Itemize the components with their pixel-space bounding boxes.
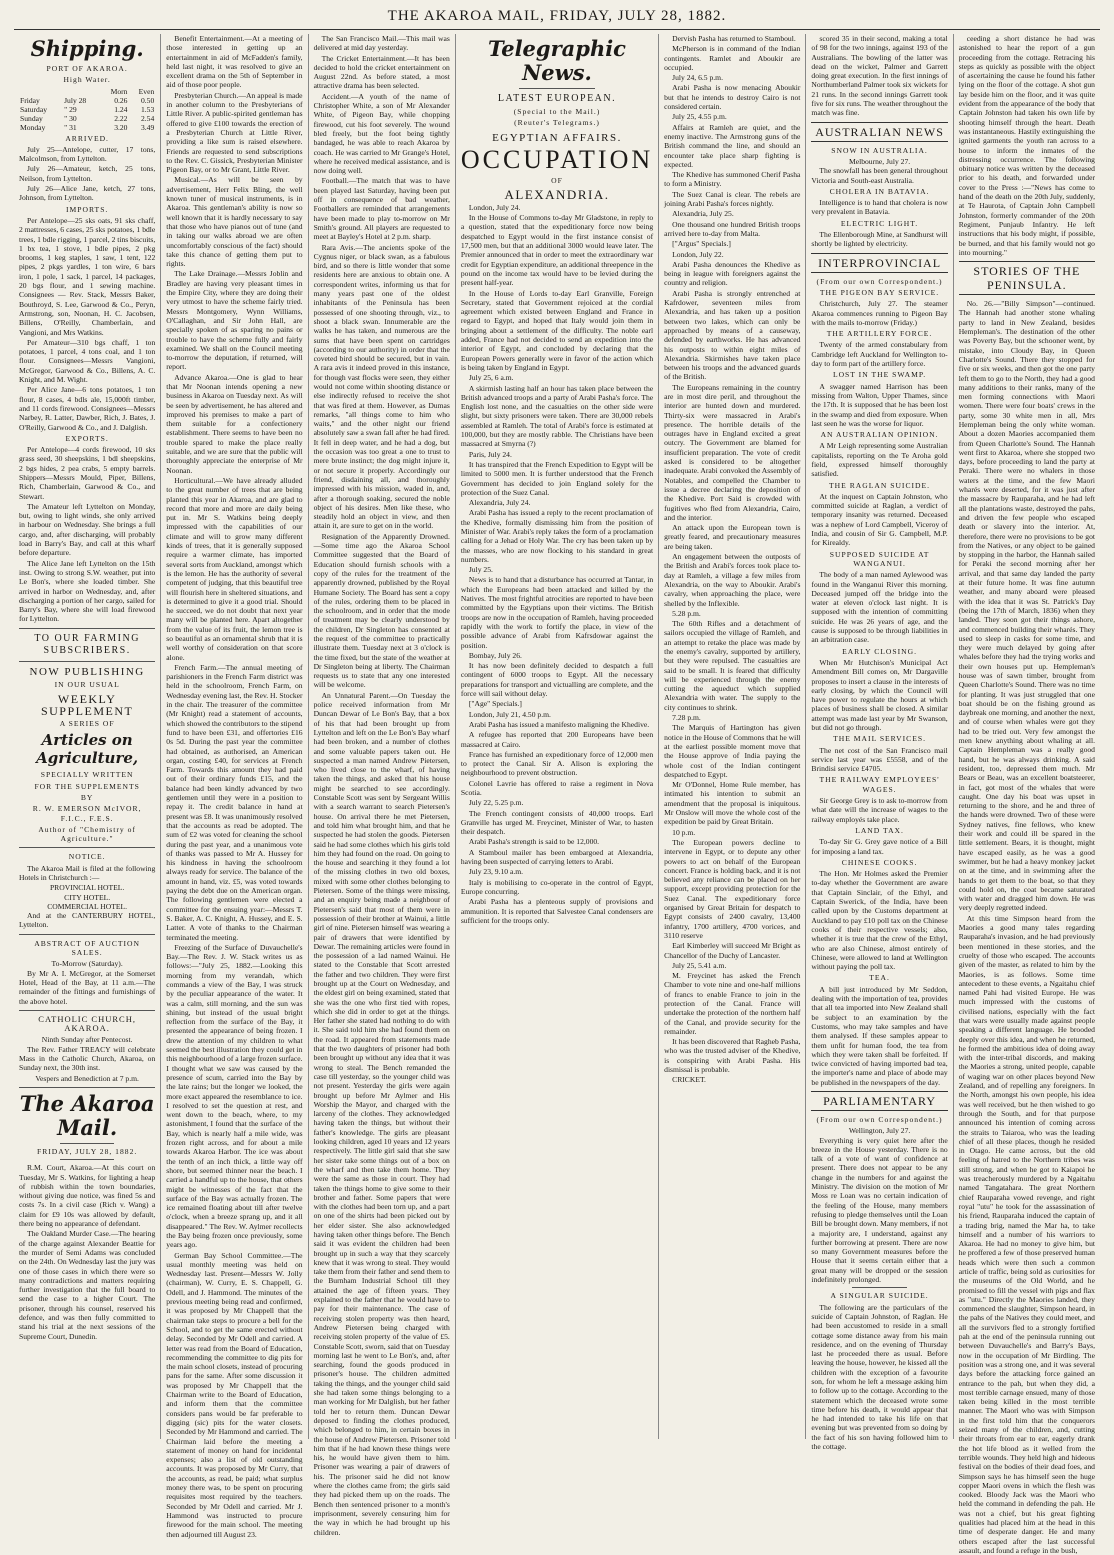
- reuters-line: (Reuter's Telegrams.): [514, 118, 600, 128]
- item-text: The Hon. Mr Holmes asked the Premier to-day whether the Government are aware that Captain Sinclair, of the Ethyl, and Captain Swerick, of the India, have been called upon by the Customs department at Auckland to pay £10 poll tax on the Chinese cooks of their respective vessels; also, whether it is true that the crew of the Ethyl, who are also Chinese, almost entirely of Chinese, were allowed to land at Wellington without paying the poll tax.: [811, 869, 948, 972]
- tide-row: [19, 96, 155, 105]
- news-paragraph: CRICKET.: [672, 1075, 706, 1085]
- paper-title: The Akaroa Mail.: [19, 1090, 155, 1140]
- shipping-title: Shipping.: [30, 36, 144, 61]
- tide-day: Friday: [20, 95, 40, 105]
- item-heading: TEA.: [869, 973, 890, 983]
- news-paragraph: July 22, 5.25 p.m.: [468, 798, 524, 808]
- news-paragraph: The French contingent consists of 40,000 troops. Earl Granville has urged M. Freycinet, Minister of War, to hasten their despatch.: [460, 808, 654, 837]
- news-paragraph: The Cricket Entertainment.—It has been decided to hold the cricket entertainment on August 22nd. As before stated, a most attractive drama has been selected.: [313, 53, 450, 91]
- news-paragraph: July 25, 5.41 a.m.: [672, 960, 727, 970]
- tide-date: " 29: [64, 104, 77, 114]
- interprovincial-heading: INTERPROVINCIAL: [811, 253, 947, 273]
- news-paragraph: In the House of Commons to-day Mr Gladstone, in reply to a question, stated that the expeditionary force now being despatched to Egypt would in the first instance consist of 17,500 men, but that an additional 3000 would leave later. The Premier announced that in order to meet the extraordinary war credit for Egyptian expenditure, an additional threepence in the pound on the income tax would have to be levied during the present half-year.: [460, 213, 654, 288]
- item-text: To-day Sir G. Grey gave notice of a Bill for imposing a land tax.: [811, 837, 948, 856]
- divider: [19, 1087, 155, 1088]
- port-heading: PORT OF AKAROA.: [46, 64, 128, 73]
- now-publishing: NOW PUBLISHING: [29, 665, 145, 678]
- news-paragraph: July 25, 6 a.m.: [468, 373, 514, 383]
- telegraphic-title: Telegraphic News.: [487, 36, 626, 85]
- imports-item: Per Amateur—310 bgs chaff, 1 ton potatoes, 1 parcel, 4 tons coal, and 1 ton flour. Consignees—Messrs Vangioni, McGregor, Garwood & Co., Billens, A. C. Knight, and M. Wight.: [19, 337, 156, 385]
- parliamentary-sub: (From our own Correspondent.): [816, 1114, 943, 1124]
- tide-header-row: [19, 87, 155, 96]
- news-paragraph: July 25.: [468, 565, 493, 575]
- parliamentary-heading: PARLIAMENTARY: [811, 1091, 947, 1111]
- special-line: (Special to the Mail.): [513, 107, 601, 116]
- australian-news-heading: AUSTRALIAN NEWS: [811, 122, 947, 142]
- parliamentary-date: Wellington, July 27.: [848, 1126, 911, 1136]
- divider: [19, 628, 155, 629]
- news-paragraph: German Bay School Committee.—The usual monthly meeting was held on Wednesday last. Present—Messrs W. Jolly (chairman), W. Curry, E. S. Chappell, G. Odell, and J. Hammond. The minutes of the previous meeting being read and confirmed, it was proposed by Mr Chappell that the chairman take steps to procure a bell for the School, and to get the same erected without delay. Seconded by Mr Odell and carried. A letter was read from the Board of Education, recommending the committee to dig pits for the main school closets, instead of procuring pans for the same. After some discussion it was proposed by Mr Chappell that the Chairman write to the Board of Education, and inform them that the committee considers pans would be far preferable to digging (sic) pits for the water closets. Seconded by Mr Hammond and carried. The Chairman laid before the meeting a statement of money on hand for incidental expenses; also a list of old outstanding accounts. It was proposed by Mr Curry, that the accounts, as read, be paid; what surplus money there was, to be spent on procuring requisites most required by the teachers. Seconded by Mr Odell and carried. Mr J. Hammond was instructed to procure firewood for the main school. The meeting then adjourned till August 23.: [166, 1250, 303, 1539]
- author-of: Author of "Chemistry of Agriculture.": [38, 824, 136, 844]
- item-heading: AN AUSTRALIAN OPINION.: [820, 430, 939, 440]
- divider: [852, 1287, 907, 1288]
- item-text: A Mr Leigh representing some Australian capitalists, reporting on the Te Aroha gold field, expressed himself thoroughly satisfied.: [811, 441, 948, 479]
- exports-item: Per Antelope—4 cords firewood, 10 sks grass seed, 30 sheepskins, 1 bdl sheepskins, 2 bgs hides, 2 pea crabs, 5 empty barrels. Shippers—Messrs Mould, Piper, Billens, Rich, Chamberlain, Garwood & Co., and Stewart.: [19, 445, 156, 501]
- church-heading: CATHOLIC CHURCH, AKAROA.: [38, 1013, 136, 1034]
- news-paragraph: London, July 24.: [468, 202, 521, 212]
- news-paragraph: Affairs at Ramleh are quiet, and the enemy inactive. The Armstrong guns of the British command the line, and should an encounter take place sharp fighting is expected.: [664, 122, 801, 169]
- latest-european: LATEST EUROPEAN.: [497, 93, 617, 104]
- news-paragraph: Arabi Pasha has a plenteous supply of provisions and ammunition. It is reported that Salvestee Canal condensers are sufficient for the troops only.: [460, 897, 654, 925]
- news-paragraph: Paris, July 24.: [468, 449, 512, 459]
- news-paragraph: An attack upon the European town is greatly feared, and precautionary measures are being taken.: [664, 523, 801, 551]
- articles-agriculture: Articles on Agriculture,: [36, 731, 139, 768]
- divider: [60, 1159, 115, 1160]
- news-paragraph: Resignation of the Apparently Drowned.—Some time ago the Akaroa School Committee suggested that the Board of Education should furnish schools with a copy of the rules for the treatment of the apparently drowned, published by the Royal Humane Society. The Board has sent a copy of the rules, ordering them to be placed in the schoolroom, and in order that the mode of treatment may be clearly understood by the children, Dr Singleton has consented at the request of the committee to practically illustrate them. Tuesday next at 3 o'clock is the time fixed, but the state of the weather at Dr Singleton being at liberty. The Chairman requests us to state that any one interested will be welcome.: [313, 531, 450, 690]
- news-paragraph: Benefit Entertainment.—At a meeting of those interested in getting up an entertainment in aid of McFadden's family, held last night, it was resolved to give an excellent drama on the 5th of September in aid of those poor people.: [166, 34, 303, 90]
- masthead: THE AKAROA MAIL, FRIDAY, JULY 28, 1882.: [14, 8, 1100, 30]
- tide-row: [19, 105, 155, 114]
- column-3: [309, 34, 456, 1537]
- divider: [519, 88, 596, 89]
- item-text: When Mr Hutchison's Municipal Act Amendment Bill comes on, Mr Dargaville proposes to insert a clause in the interests of early closing, by which the Council will have power to regulate the hours at which places of business shall be closed. A similar attempt was made last year by Mr Swanson, but did not go through.: [811, 657, 948, 732]
- news-paragraph: One thousand one hundred British troops arrived here to-day from Malta.: [664, 219, 801, 238]
- specially-written: SPECIALLY WRITTEN: [40, 770, 134, 780]
- tide-day: Monday: [20, 122, 46, 132]
- news-paragraph: July 25, 4.55 p.m.: [672, 112, 727, 122]
- news-paragraph: French Farm.—The annual meeting of parishioners in the French Farm district was held in the schoolroom, French Farm, on Wednesday evening last, the Rev. H. Stocker in the chair. The treasurer of the committee (Mr Knight) read a statement of accounts, which showed the contributors to the stipend fund to have been £31, and offertories £16 0s 5d. During the past year the committee had obtained, as authorised, an American organ, costing £40, for services at French Farm. Towards this amount they had paid out of their ordinary funds £15, and the balance had been kindly advanced by two gentlemen until they were in a position to repay it. The credit balance in hand at present was £8. It was unanimously resolved that the accounts as read be adopted. The sum of £2 was voted for cleaning the school during the past year, and a unanimous vote of thanks was passed to Mr A. Hussey for his kindness in having the schoolroom always ready for service. The balance of the amount in hand, viz. £5, was voted towards paying the debt due on the American organ. The following gentlemen were elected a committee for the ensuing year:—Messrs T. S. Baker, A. C. Knight, A. Hussey, and E. S. Latter. A vote of thanks to the Chairman terminated the meeting.: [166, 662, 303, 942]
- item-dateline: Melbourne, July 27.: [848, 156, 911, 166]
- news-paragraph: It has been discovered that Ragheb Pasha, who was the trusted adviser of the Khedive, is conspiring with Arabi Pasha. His dismissal is probable.: [664, 1037, 801, 1075]
- imports-item: Per Alice Jane—6 tons potatoes, 1 ton flour, 8 cases, 4 bdls ale, 15,000ft timber, and 11 cords firewood. Consignees—Messrs Narbey, R. Latter, Dawber, Rich, J. Bates, J. O'Reilly, Garwood & Co., and J. Dalglish.: [19, 385, 156, 432]
- news-paragraph: Arabi Pasha's strength is said to be 12,000.: [468, 837, 600, 847]
- tide-row: [19, 114, 155, 123]
- item-text: The body of a man named Aylewood was found in the Wanganui River this morning. Deceased jumped off the bridge into the water at eleven o'clock last night. It is supposed with the intention of committing suicide. He was 26 years of age, and the cause is supposed to be through liabilities in an arbitration case.: [811, 570, 948, 645]
- news-paragraph: The Europeans remaining in the country are in most dire peril, and throughout the interior are hunted down and murdered. Thirty-six were massacred in Arabi's presence. The horrible details of the outrages have in England excited a great outcry. The Government are blamed for insufficient preparation. The vote of credit asked is considered to be altogether inadequate. Arabi convoked the Assembly of Notables, and compelled the Chamber to issue a decree declaring the deposition of the Khedive. Port Said is crowded with fugitives who fled from Alexandria, Cairo, and the interior.: [664, 382, 801, 522]
- item-heading: THE RAILWAY EMPLOYEES' WAGES.: [819, 775, 940, 794]
- series-of: A SERIES OF: [59, 719, 115, 729]
- item-text: Twenty of the armed constabulary from Cambridge left Auckland for Wellington to-day to form part of the artillery force.: [811, 340, 948, 369]
- item-heading: ELECTRIC LIGHT.: [840, 218, 919, 228]
- news-paragraph: ["Argus" Specials.]: [672, 239, 731, 249]
- auction-text: By Mr A. I. McGregor, at the Somerset Hotel, Head of the Bay, at 11 a.m.—The remainder of the fittings and furnishings of the above hotel.: [19, 968, 156, 1006]
- news-paragraph: Freezing of the Surface of Duvauchelle's Bay.—The Rev. J. W. Stack writes us as follows:—"July 25, 1882.—Looking this morning from my verandah, which commands a view of the Bay, I was struck by the peculiar appearance of the water. It was a calm, still morning, and the sun was shining, but instead of the usual bright reflection from the surface of the Bay, it presented the appearance of being frozen. I drew the attention of my children to what seemed the best illustration they could get in this neighbourhood of a large frozen surface. I thought what we saw was caused by the presence of scum, carried into the Bay by the late rains; but the longer we looked, the more exact appeared the resemblance to ice. I resolved to set the question at rest, and went down to the beach, where, to my astonishment, I found that the surface of the Bay, which is nearly half a mile wide, was frozen right across, and for about a mile towards Akaroa Harbor. The ice was about the tenth of an inch thick, a little way off shore, but seemed thinner near the beach. I carried a handful up to the house, that others might be witnesses of the fact that the surface of the Bay was actually frozen. The ice remained floating about till after twelve o'clock, when a breeze sprang up, and it all disappeared." The Rev. W. Aylmer recollects the Bay being frozen once previously, some years ago.: [166, 942, 303, 1250]
- news-paragraph: Alexandria, July 25.: [672, 209, 734, 219]
- item-heading: THE RAGLAN SUICIDE.: [829, 480, 931, 490]
- item-heading: THE ARTILLERY FORCE.: [826, 329, 933, 339]
- arrived-heading: ARRIVED.: [65, 133, 109, 143]
- in-usual: IN OUR USUAL: [54, 679, 120, 689]
- news-paragraph: The Marquis of Hartington has given notice in the House of Commons that he will at the earliest possible moment move that the House approve of India paying the whole cost of the Indian contingent despatched to Egypt.: [664, 723, 801, 779]
- arrived-item: July 26—Alice Jane, ketch, 27 tons, Johnson, from Lyttelton.: [19, 184, 156, 203]
- auction-sub: To-Morrow (Saturday).: [51, 959, 123, 969]
- tide-row: [19, 123, 155, 132]
- news-paragraph: McPherson is in command of the Indian contingents. Ramlet and Aboukir are occupied.: [664, 44, 801, 72]
- news-paragraph: Arabi Pasha has issued a reply to the recent proclamation of the Khedive, formally dismissing him from the position of Minister of War. Arabi's reply takes the form of a proclamation calling for a Jehad or Holy War. The cry has been taken up by the masses, who are now flocking to his standard in great numbers.: [460, 508, 654, 564]
- tide-header: [63, 87, 100, 96]
- news-paragraph: The Khedive has summoned Cherif Pasha to form a Ministry.: [664, 170, 801, 189]
- news-paragraph: Italy is mobilising to co-operate in the control of Egypt, Europe concurring.: [460, 877, 654, 896]
- tide-even: 2.54: [140, 113, 155, 123]
- divider: [19, 661, 155, 662]
- news-paragraph: It has now been definitely decided to despatch a full contingent of 6000 troops to Egypt. All the necessary preparations for transport and victualling are complete, and the force will sail without delay.: [460, 661, 654, 699]
- item-heading: THE MAIL SERVICES.: [833, 734, 926, 744]
- news-paragraph: The 60th Rifles and a detachment of sailors occupied the village of Ramleh, and an attempt to retake the place was made by the enemy's cavalry, supported by artillery, but they were repulsed. The casualties are said to be small. It is feared that difficulty will be experienced through the enemy cutting the aqueduct which supplied Alexandria with water. The supply to the city continues to shrink.: [664, 619, 801, 712]
- news-paragraph: The San Francisco Mail.—This mail was delivered at mid day yesterday.: [313, 34, 450, 53]
- news-paragraph: London, July 21, 4.50 p.m.: [468, 709, 551, 719]
- for-supplements: FOR THE SUPPLEMENTS: [34, 781, 140, 791]
- church-priest: The Rev. Father TREACY will celebrate Mass in the Catholic Church, Akaroa, on Sunday next, the 30th inst.: [19, 1044, 156, 1073]
- exports-heading: EXPORTS.: [65, 433, 109, 443]
- story-paragraph: No. 26.—"Billy Simpson"—continued. The Hannah had another stone whaling party to land in New Zealand, besides Hempleman's. The destination of the other was Poverty Bay, but the schooner went, by mistake, into Cloudy Bay, in Queen Charlotte's Sound. There they stopped for five or six weeks, and then got the one party left them to go to the North, they had a good many additions to their ranks, many of the men forming connections with Maori women. There were four boats' crews in the party, some 30 white men in all, Mrs Hempleman being the only white woman. About a dozen Maories accompanied them from Queen Charlotte's Sound. The Hannah went first to Akaroa, where she stopped two days, before proceeding to land the party at Peraki. There were no whalers in those waters at the time, and the few Maori wharés were deserted, for it was just after the massacre by Rauparaha, and he had left all the plantations waste, destroyed the pahs, and driven the few people who escaped death or slavery into the interior. At, therefore, there were no provisions to be got from the Natives, or any object to be gained by stopping in the harbor, the Hannah sailed for Peraki the second morning after her arrival, and that same day landed the party at their future home. It was fine autumn weather, and many aboard were pleased with the idea that it was St. Patrick's Day (being the 17th of March, 1836) when they landed. They soon got their things ashore, and commenced building their wharés. They used to sleep in casks for some time, and they were much delayed by going after whales before they had the trying works and their own houses put up. Hempleman's house was of sawn timber, brought from Queen Charlotte's Sound. There was no time for planting. It was just struggled that one boat should be on the fishing ground as daybreak one morning, and another the next, and of course when whales were got they had to be tried out. Very few amongst the men knew anything about whaling at all. Captain Hempleman was a really good hand, but he was always drinking. A said resident, too, depressed them much. Mr Bears or Beau, was an excellent boatsteerer, in fact, got most of the whales that were caught. One day his boat was upset in returning to the shore, and he and three of the hands were drowned. Two of these were Sydney natives, fine fellows, who knew their work and could ill be spared in the little settlement. Bears, it is thought, might have escaped easily, as he was a good swimmer, but he had a heavy monkey jacket on at the time, and in swimming after the hands to get them to the boat, so that they could hold on, the coat became saturated with water and dragged him down. He was very deeply regretted indeed.: [958, 299, 1095, 913]
- item-heading: THE PIGEON BAY SERVICE.: [819, 287, 940, 297]
- news-paragraph: Dervish Pasha has returned to Stamboul.: [672, 34, 796, 43]
- item-text: At the inquest on Captain Johnston, who committed suicide at Raglan, a verdict of temporary insanity was returned. Deceased was a nephew of Lord Campbell, Viceroy of India, and cousin of Sir G. Campbell, M.P. for Kirealdy.: [811, 491, 948, 548]
- tide-even: 3.49: [140, 122, 155, 132]
- tide-date: July 28: [64, 95, 87, 105]
- news-paragraph: News is to hand that a disturbance has occurred at Tantar, in which the Europeans had been attacked and killed by the Natives. The most frightful atrocities are reported to have been committed by the Egyptians upon their victims. The British troops are now in the occupation of Ramleh, having proceeded rapidly with the work to fortify the place, in view of the possible advance of Arabi from Kafrsdowar against the position.: [460, 575, 654, 650]
- news-paragraph: 10 p.m.: [672, 827, 696, 837]
- news-paragraph: July 23, 9.10 a.m.: [468, 867, 524, 877]
- church-vespers: Vespers and Benediction at 7 p.m.: [35, 1073, 139, 1083]
- news-paragraph: Earl Kimberley will succeed Mr Bright as Chancellor of the Duchy of Lancaster.: [664, 941, 801, 960]
- news-paragraph: The Suez Canal is clear. The rebels are joining Arabi Pasha's forces nightly.: [664, 189, 801, 209]
- tide-day: Saturday: [20, 104, 47, 114]
- auction-heading: ABSTRACT OF AUCTION SALES.: [34, 938, 141, 958]
- news-paragraph: Football.—The match that was to have been played last Saturday, having been put off in consequence of bad weather, Footballers are reminded that arrangements have been made to play to-morrow on Mr Smith's ground. All players are requested to meet at Bayley's Hotel at 2 p.m. sharp.: [313, 176, 450, 242]
- story-paragraph: At this time Simpson heard from the Maories a good many tales regarding Rauparaha's invasion, and he had previously been mentioned in these stories, and the cruelty of those who escaped. The accounts given of the master, as related to him by the Maories, is as follows. Some time antecedent to these events, a Ngaitahu chief named Pahi had visited Europe. He was much impressed with the customs of civilised nations, especially with the fact that wars were usually made against people speaking a different language. He brooded deeply over this idea, and when he returned, he formed the ambitious idea of doing away with the inter-tribal discords, and making the Maories a strong, united people, capable of waging war on other places beyond New Zealand, and of repelling any foreigners. In the North, amongst his own people, his idea was well received, but he then wished to go through the South, and for that purpose announced his intention of coming across the straits to Taiaroa, who was the leading chief of all these places, though he resided in Otago. He came across, but the old feeling of hatred to the Northern tribes was still strong, and when he got to Kaiapoi he was treacherously murdered by a Ngaitahu named Tangatahara. The great Northern chief Rauparaha vowed revenge, and right royal "utu" he took for the assassination of his friend, Rauparaha induced the captain of a trading brig, named the Mar ha, to take himself and a number of his warriors to Akaroa. He had no money to give him, but he proffered a few of those preserved human heads which were then such a common article of traffic, being sold as curiosities for the museums of the Old World, and he promised to fill the vessel with pigs and flax as "utu." Directly the Maories landed, they commenced the slaughter, Simpson heard, in the pahs of the Natives they could meet, and all the survivors fled to a strongly fortified pah at the end of the peninsula running out between Duvauchelle's and Barry's Bays, now in the occupation of Mr Birdling. The position was a strong one, and it was several days before the attacking force gained an entrance to the pah, but when they did, a most terrible carnage ensued, many of those taken being killed in the most terrible manner. The Maori who was with Simpson in the first told him that the conquerors seized many of the children, and, cutting their throats from ear to ear, eagerly drank the hot life blood as it welled from the terrible wounds. They held high and hideous festival on the bodies of their dead foes, and Simpson says he has himself seen the huge copper Maori ovens in which the flesh was cooked. Bloody Jack was the Maori who held the command in defending the pah. He was not a chief, but his great fighting qualities had placed him at the head in this time of desperate danger. He and many others escaped after the last successful assault, and found a refuge in the bush,: [958, 913, 1095, 1555]
- occupation-heading: OCCUPATION: [460, 144, 654, 174]
- arrived-item: July 26—Amateur, ketch, 25 tons, Neilson, from Lyttelton.: [19, 164, 156, 183]
- news-paragraph: ["Age" Specials.]: [468, 699, 522, 709]
- news-paragraph: Advance Akaroa.—One is glad to hear that Mr Noonan intends opening a new business in Akaroa on Tuesday next. As will be seen by advertisement, he has altered and improved his premises to make a part of them suitable for a confectionery establishment. There seems to have been no trouble spared to make the place really suitable, and we are sure that the public will thoroughly appreciate the enterprise of Mr Noonan.: [166, 372, 303, 475]
- of-line: OF: [551, 175, 563, 185]
- tide-morn: 2.22: [114, 113, 128, 123]
- news-paragraph: An engagement between the outposts of the British and Arabi's forces took place to-day at Ramleh, a village a few miles from Alexandria, on the way to Aboukir. Arabi's cavalry, when approaching the place, were shelled by the Inflexible.: [664, 552, 801, 608]
- news-paragraph: July 24, 6.5 p.m.: [672, 73, 723, 83]
- column-6: [806, 34, 953, 1452]
- exports-item: The Alice Jane left Lyttelton on the 15th inst. Owing to strong S.W. weather, put into Le Bon's, where she loaded timber. She arrived in harbor on Wednesday, and, after discharging a portion of her cargo, sailed for Barry's Bay, where she will load firewood for Lyttelton.: [19, 558, 156, 624]
- news-paragraph: A Stamboul mailer has been embargoed at Alexandria, having been suspected of carrying letters to Arabi.: [460, 847, 654, 867]
- item-heading: EARLY CLOSING.: [842, 646, 918, 656]
- item-text: A swagger named Harrison has been missing from Walton, Upper Thames, since the 17th. It is supposed that he has been lost in the swamp and died from exposure. When last seen he was the worse for liquor.: [811, 381, 948, 428]
- farming-title: TO OUR FARMING SUBSCRIBERS.: [34, 632, 140, 656]
- news-paragraph: In the House of Lords to-day Earl Granville, Foreign Secretary, stated that Government rejoiced at the cordial agreement which existed between England and France in regard to Egypt, and hoped that Italy would join them in bringing about a settlement of the difficulty. The noble earl added, France had not decided to send an expedition into the interior of Egypt, and concluded by declaring that the European Powers generally were in favor of the action which is being taken by England in Egypt.: [460, 288, 654, 372]
- news-paragraph: Accident.—A youth of the name of Christopher White, a son of Mr Alexander White, of Pigeon Bay, while chopping firewood, cut his foot severely. The wound bled freely, but the foot being tightly bandaged, he was able to reach Akaroa by coach. He was carried to Mr Grange's Hotel, where he received medical assistance, and is now doing well.: [313, 91, 450, 176]
- tide-header: [19, 87, 63, 96]
- news-paragraph: An Unnatural Parent.—On Tuesday the police received information from Mr Duncan Dewar of Le Bon's Bay, that a box of his that had been brought up from Lyttelton and left on the Le Bon's Bay wharf had been broken, and a number of clothes and some valuable papers taken out. He suspected a man named Andrew Pietersen, who lived close to the wharf, of having taken the things, and asked that his house might be searched to see accordingly. Constable Scott was sent by Sergeant Willis with a search warrant to search Pietersen's house. On arrival there he met Pietersen, and told him what brought him, and that he suspected he had stolen the goods. Pietersen said he had some clothes which his girls told him they had found on the road. On going to the house and searching it they found a lot of the missing clothes in two old boxes, mixed with some other clothes belonging to Pietersen. Some of the things were missing, and an enquiry being made a neighbour of Pietersen's said that most of them were in possession of their brother at Wainui, a little girl of nine. Pietersen himself was wearing a pair of drawers that were identified by Dewar. The remaining articles were found in the possession of a lad named Wainui. He stated to the Constable that Scott arrested the father and two children. They were first brought up at the Court on Wednesday, and the eldest girl on being examined, stated that she was the one who first tied with ropes, which she did in order to get at the things. Her father she stated had nothing to do with it. She said told him she had found them on the road. It appeared from statements made that the two daughters of prisoner had both been brought up without any idea that it was wrong to steal. The Bench remanded the case till yesterday, so the younger child was not present. Yesterday the girls were again brought up before Mr Aylmer and His Worship the Mayor, and charged with the larceny of the clothes. They acknowledged having taken the things, but without their father's knowledge. The girls are pleasant looking children, aged 10 years and 12 years respectively. The little girl said that she saw her sister take some things out of a box on the wharf and then take them home. They were the same as those in court. They had taken the things home to give some to their brother and father. Some papers that were with the clothes had been torn up, and a part on one of the shirts had been picked out by her elder sister. She also acknowledged having taken other things before. The Bench said it was evident the children had been brought up in such a way that they scarcely knew that it was wrong to steal. They would take them from their father and send them to the Burnham Industrial School till they attained the age of fifteen years. They explained to the father that he would have to pay for their maintenance. The case of receiving stolen property was then heard, Andrew Pietersen being charged with receiving stolen property of the value of £5. Constable Scott, sworn, said that on Tuesday morning last he went to Le Bon's, and, after searching, found the goods produced in prisoner's house. The children admitted taking the things, and the younger child said she had taken some things belonging to a man working for Mr Dalglish, but her father told her to return them. Duncan Dewar deposed to finding the clothes produced, which belonged to him, in certain boxes in the house of Andrew Pietersen. Prisoner told him that if he had known these things were his, he would have given them to him. Prisoner was wearing a pair of drawers of his. The prisoner said he did not know where the clothes came from; the girls said they had picked them up on the roads. The Bench then sentenced prisoner to a month's imprisonment, severely censuring him for the way in which he had brought up his children.: [313, 690, 450, 1537]
- hotel-line: COMMERCIAL HOTEL.: [47, 901, 128, 911]
- news-paragraph: Horticultural.—We have already alluded to the great number of trees that are being planted this year in Akaroa, and are glad to record that more and more are daily being put in. Mr S. Watkins being deeply impressed with the capabilities of our climate and will to grow many different kinds of trees, that it is generally supposed require a warmer climate, has imported several sorts from Auckland, amongst which is the lemon. He has the authority of several competent of judging, that this beautiful tree will flourish here in sheltered situations, and is determined to give it a good trial. Should he succeed, we do not doubt that next year many will be planted here. Apart altogether from the value of its fruit, the lemon tree is so beautiful as an ornamental shrub that it is well worthy of consideration on that score alone.: [166, 475, 303, 662]
- tide-even: 1.53: [140, 104, 155, 114]
- divider: [19, 934, 155, 935]
- column-7: [954, 34, 1100, 1555]
- news-paragraph: France has furnished an expeditionary force of 12,000 men to protect the Canal. Sir A. Alison is exploring the neighbourhood to prevent obstruction.: [460, 749, 654, 778]
- news-paragraph: London, July 22.: [672, 249, 724, 259]
- news-paragraph: The Oakland Murder Case.—The hearing of the charge against Alexander Beattie for the murder of Semi Adams was concluded on the 24th. On Wednesday last the jury was one of those cases in which there were so many contradictions and matters requiring further investigation that the full board to send the case to a higher Court. The prisoner, through his counsel, reserved his defence, and was then fully committed to stand his trial at the next sessions of the Supreme Court, Dunedin.: [19, 1229, 156, 1341]
- tide-header: Morn: [110, 86, 128, 96]
- news-paragraph: R.M. Court, Akaroa.—At this court on Tuesday, Mr S. Watkins, for lighting a heap of rubbish within the town boundaries, without giving due notice, was fined 5s and costs 7s. In a civil case (Rich v. Wang) a claim for £9 10s was allowed by default, there being no appearance of defendant.: [19, 1163, 156, 1229]
- news-paragraph: Arabi Pasha is now menacing Aboukir but that he intends to destroy Cairo is not considered certain.: [664, 83, 801, 112]
- hotel-line: PROVINCIAL HOTEL.: [49, 883, 125, 893]
- news-paragraph: Arabi Pasha denounces the Khedive as being in league with foreigners against the country and religion.: [664, 259, 801, 288]
- item-text: The snowfall has been general throughout Victoria and South-east Australia.: [811, 166, 948, 185]
- news-paragraph: Bombay, July 26.: [468, 650, 522, 660]
- tide-even: 0.50: [140, 95, 155, 105]
- divider: [19, 1010, 155, 1011]
- high-water-heading: High Water.: [63, 75, 111, 85]
- alexandria-heading: ALEXANDRIA.: [504, 186, 610, 202]
- item-heading: CHINESE COOKS.: [841, 857, 918, 867]
- notice-text: The Akaroa Mail is filed at the following Hotels in Christchurch :—: [19, 863, 156, 882]
- item-heading: SUPPOSED SUICIDE AT WANGANUI.: [829, 549, 930, 568]
- stories-heading: STORIES OF THE PENINSULA.: [959, 261, 1095, 295]
- item-text: Sir George Grey is to ask to-morrow from what date will the increase of wages to the railway employés take place.: [811, 796, 948, 824]
- notice-heading: NOTICE.: [68, 852, 106, 862]
- news-paragraph: Presbyterian Church.—An appeal is made in another column to the Presbyterians of Little River. A public-spirited gentleman has offered to give £100 towards the erection of a Presbyterian Church at Little River, providing a like sum is raised elsewhere. Friends are requested to send subscriptions to the Rev. C. Gissick, Presbyterian Minister Pigeon Bay, or to Mr Grant, Little River.: [166, 90, 303, 175]
- author-name: R. W. EMERSON McIVOR, F.I.C., F.E.S.: [32, 804, 142, 823]
- divider: [60, 1143, 115, 1144]
- tide-header: Even: [138, 86, 155, 96]
- news-paragraph: ceeding a short distance he had was astonished to hear the report of a gun proceeding from the cottage. Retracing his steps as quickly as possible with the object of ascertaining the cause he found his father lying on the floor of the cottage. A shot gun lay beside him on the floor, and it was quite evident from the appearance of the body that Captain Johnston had taken his own life by shooting himself through the heart. Death was instantaneous. Hastily extinguishing the ignited garments the youth ran across to a house to inform the inmates of the distressing occurrence. The following obituary notice was written by the deceased prior to his death, and forwarded under cover to the Press :—"News has come to hand of the death on the 20th July, suddenly, at Te Haurota, of Captain John Campbell Johnston, formerly commander of the 20th Regiment, Punjaub Infantry. He left instructions that his body might, if possible, be burned, and that his family would not go into mourning.": [958, 34, 1095, 257]
- hotel-line: CITY HOTEL.: [64, 892, 111, 902]
- exports-item: The Amateur left Lyttelton on Monday, but, owing to light winds, she only arrived in harbour on Wednesday. She brings a full cargo, and, after discharging, will probably load in Barry's Bay, and call at this wharf before departure.: [19, 501, 156, 558]
- interprovincial-sub: (From our own Correspondent.): [816, 276, 943, 286]
- news-paragraph: 5.28 p.m.: [672, 608, 701, 618]
- news-paragraph: A refugee has reported that 200 Europeans have been massacred at Cairo.: [460, 730, 654, 749]
- tide-day: Sunday: [20, 113, 43, 123]
- item-text: A bill just introduced by Mr Seddon, dealing with the importation of tea, provides that all tea imported into New Zealand shall be subject to an examination by the Customs, who may take samples and have them analysed. If these samples appear to them unfit for human food, the tea from which they were taken shall be forfeited. If twice convicted of having imported bad tea, the importer's name and place of abode may be published in the newspapers of the day.: [811, 984, 948, 1087]
- hotel-and: And at the CANTERBURY HOTEL, Lyttelton.: [19, 911, 156, 930]
- by-line: BY: [80, 792, 94, 802]
- imports-item: Per Antelope—25 sks oats, 91 sks chaff, 2 mattresses, 6 cases, 25 sks potatoes, 1 bdle trees, 1 bdle rigging, 1 parcel, 2 tins biscuits, 1 bx tea, 1 stove, 1 bdle pipes, 2 pkg brooms, 1 keg staples, 1 saw, 1 tent, 122 pipes, 2 pkgs yardles, 1 ton wire, 6 bars iron, 1 pole, 1 sack, 1 parcel, 14 packages, 20 bgs flour, and 1 sewing machine. Consignees — Rev. Stack, Messrs Baker, Bouthroyd, S. Lee, Garwood & Co., Peryn, Armstrong, son, Noonan, H. C. Jacobsen, Billens, O'Reilly, Chamberlain, and Vangioni, and Mrs Watkins.: [19, 215, 156, 337]
- news-paragraph: The Lake Drainage.—Messrs Joblin and Bradley are having very pleasant times in the Empire City, where they are doing their very utmost to have the scheme fairly tried. Messrs Montgomery, Wynn Williams, O'Callaghan, and Sir John Hall, are specially spoken of as sparing no pains or trouble to have the scheme fully and fairly examined. We shall on the Council meeting to-morrow the deputation, if returned, will report.: [166, 269, 303, 372]
- suicide-text: The following are the particulars of the suicide of Captain Johnston, of Raglan. He had been accustomed to reside in a small cottage some distance away from his main residence, and on the evening of Thursday last he proceeded there as usual. Before leaving the house, however, he kissed all the children with the exception of a favourite son, for whom he left a message asking him to follow up to the cottage. According to the statement which the deceased wrote some time before his death, it would appear that he had intended to take his life on that evening but was prevented from so doing by the fact of his son having followed him to the cottage.: [811, 1302, 948, 1452]
- item-text: The Ellenborough Mine, at Sandhurst will shortly be lighted by electricity.: [811, 230, 948, 249]
- news-paragraph: The European powers decline to intervene in Egypt, or to depute any other powers to act on behalf of the European concert. France is holding back, and it is not believed any reliance can be placed on her support, except providing protection for the Suez Canal. The expeditionary force organised by Great Britain for despatch to Egypt consists of 2400 cavalry, 13,400 infantry, 1700 artillery, 4700 vorices, and 3110 reserve: [664, 837, 801, 940]
- news-paragraph: It has transpired that the French Expedition to Egypt will be limited to 5000 men. It is further understood that the French Government has decided to join England solely for the protection of the Suez Canal.: [460, 459, 654, 497]
- news-paragraph: Musical.—As will be seen by advertisement, Herr Felix Bling, the well known tuner of musical instruments, is in Akaroa. This gentleman's ability is now so well known that it is hardly necessary to say that those who have pianos out of tune (and in taking our walks abroad we are often uncomfortably conscious of the fact) should take this chance of getting them put to rights.: [166, 175, 303, 269]
- tide-morn: 0.26: [114, 95, 128, 105]
- suicide-heading: A SINGULAR SUICIDE.: [830, 1291, 929, 1301]
- imports-heading: IMPORTS.: [65, 204, 109, 214]
- item-heading: LOST IN THE SWAMP.: [832, 370, 927, 380]
- column-4: [456, 34, 659, 1439]
- news-paragraph: Arabi Pasha is strongly entrenched at Kafrdower, seventeen miles from Alexandria, and has taken up a position between two lakes, which can only be approached by means of a causeway, defended by earthworks. He has advanced his outposts to within eight miles of Alexandria. Skirmishes have taken place between his troops and the advanced guards of the British.: [664, 288, 801, 382]
- egyptian-affairs: EGYPTIAN AFFAIRS.: [492, 131, 622, 144]
- news-paragraph: Arabi Pasha has issued a manifesto maligning the Khedive.: [468, 719, 650, 729]
- divider: [19, 847, 155, 848]
- item-text: Christchurch, July 27. The steamer Akaroa commences running to Pigeon Bay with the mails to-morrow (Friday.): [811, 299, 948, 327]
- item-text: Intelligence is to hand that cholera is now very prevalent in Batavia.: [811, 198, 948, 217]
- tide-morn: 3.20: [114, 122, 128, 132]
- item-heading: SNOW IN AUSTRALIA.: [831, 145, 928, 155]
- news-paragraph: Alexandria, July 24.: [468, 498, 531, 508]
- church-sub: Ninth Sunday after Pentecost.: [41, 1035, 133, 1045]
- parliamentary-text: Everything is very quiet here after the breeze in the House yesterday. There is no talk of a vote of want of confidence at present. There does not appear to be any change in the numbers for and against the Ministry. The division on the motion of Mr Moss re Loan was no certain indication of the feeling of the House, many members refusing to pledge themselves until the Loan Bill be brought down. Many members, if not a majority are, I understand, against any further borrowing at present. There are now so many Government measures before the House that it seems certain either that a great many will be dropped or the session indefinitely prolonged.: [811, 1135, 948, 1285]
- column-5: [659, 34, 806, 1439]
- news-paragraph: Rara Avis.—The ancients spoke of the Cygnus niger, or black swan, as a fabulous bird, and so there is little wonder that some residents here are anxious to obtain one. A correspondent writes, informing us that for many years past one of the oldest inhabitants of the Peninsula has been possessed of one shooting through, viz., to shoot a black swan. Innumerable are the walks he has taken, and numerous are the sums that have been spent on cartridges (according to our authority) in order that the coveted bird should be secured, but in vain. A rara avis it indeed proved in this instance, for though vast flocks were seen, they either would not come within shooting distance or else indirectly refused to receive the shot that was fired at them. However, as Dumas remarks, "all things come to him who waits," and the other night our friend absolutely saw a swan fall after he had fired. It fell in deep water, and he had a dog, but the occasion was too great a one to trust to mere brute instinct; the dog might injure it, or not secure it properly. Accordingly our friend, disdaining all, and thoroughly impressed with his mission, waded in, and, after a thorough soaking, secured the noble object of his desires. Men like these, who steadily hold an object in view, and then attain it, are sure to get on in the world.: [313, 242, 450, 531]
- news-paragraph: Colonel Lavrie has offered to raise a regiment in Nova Scotia.: [460, 778, 654, 797]
- item-text: The net cost of the San Francisco mail service last year was £5558, and of the Brindisi service £4705.: [811, 745, 948, 774]
- news-paragraph: M. Freycinet has asked the French Chamber to vote nine and one-half millions of francs to enable France to join in the protection of the Canal. France will undertake the protection of the northern half of the Canal, and provide security for the remainder.: [664, 971, 801, 1036]
- column-1: [14, 34, 161, 1439]
- tide-morn: 1.24: [114, 104, 128, 114]
- paper-date: FRIDAY, JULY 28, 1882.: [36, 1146, 138, 1156]
- news-paragraph: Mr O'Donnel, Home Rule member, has intimated his intention to submit an amendment that the proposal is iniquitous. Mr Onslow will move the whole cost of the expedition be paid by Great Britain.: [664, 780, 801, 827]
- arrived-item: July 25—Antelope, cutter, 17 tons, Malcolmson, from Lyttelton.: [19, 144, 156, 164]
- news-paragraph: 7.28 p.m.: [672, 713, 701, 723]
- item-heading: CHOLERA IN BATAVIA.: [829, 186, 930, 196]
- tide-date: " 31: [64, 122, 77, 132]
- columns: [14, 34, 1100, 1555]
- news-paragraph: scored 35 in their second, making a total of 98 for the two innings, against 193 of the Australians. The bowling of the latter was dead on the wicket, Palmer and Garrett doing great execution. In the first innings of Northumberland Palmer took six wickets for 21 runs. In the second innings Garrett took five for six runs. The weather throughout the match was fine.: [811, 34, 948, 118]
- column-2: [161, 34, 308, 1539]
- tide-table: [19, 87, 155, 132]
- item-heading: LAND TAX.: [855, 825, 904, 835]
- tide-date: " 30: [64, 113, 77, 123]
- weekly-supplement: WEEKLY SUPPLEMENT: [40, 692, 134, 719]
- news-paragraph: A skirmish lasting half an hour has taken place between the British advanced troops and a party of Arabi Pasha's force. The English lost none, and the casualties on the other side were slight, but sixty prisoners were taken. There are 30,000 rebels assembled at Ramleh. The total of Arabi's force is estimated at 100,000, but they are mostly rabble. The Christians have been massacred at Smyrna (?): [460, 383, 654, 449]
